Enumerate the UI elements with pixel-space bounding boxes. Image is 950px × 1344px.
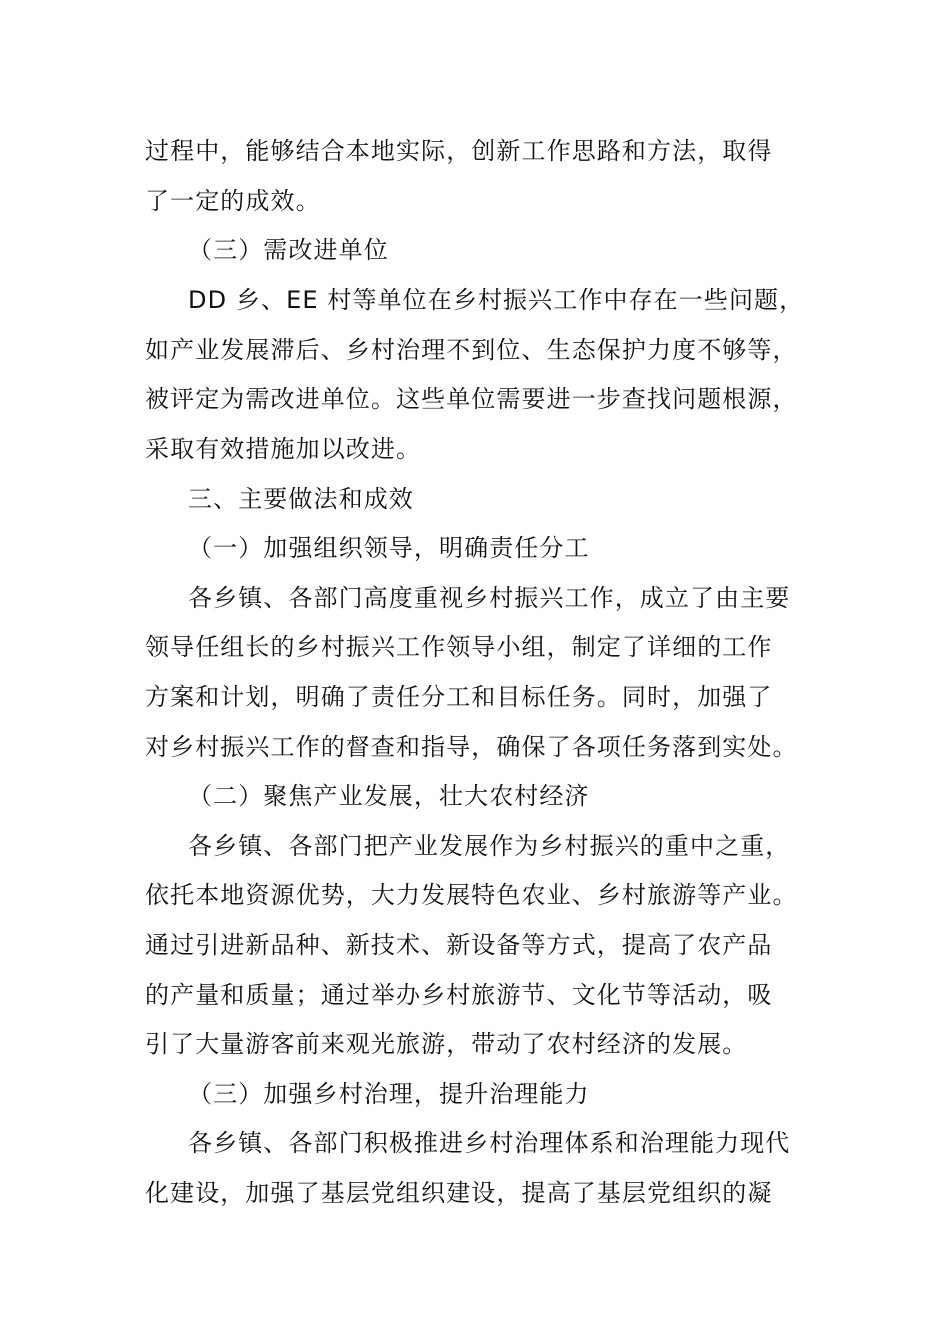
paragraph-line: 采取有效措施加以改进。	[145, 435, 422, 463]
paragraph-line: 化建设，加强了基层党组织建设，提高了基层党组织的凝	[145, 1179, 773, 1207]
paragraph-line: 依托本地资源优势，大力发展特色农业、乡村旅游等产业。	[145, 881, 798, 909]
subsection-heading: （二）聚焦产业发展，壮大农村经济	[188, 782, 590, 810]
paragraph-line: 被评定为需改进单位。这些单位需要进一步查找问题根源，	[145, 385, 798, 413]
paragraph-line: 各乡镇、各部门高度重视乡村振兴工作，成立了由主要	[188, 584, 791, 612]
subsection-heading: （一）加强组织领导，明确责任分工	[188, 534, 590, 562]
paragraph-line: 各乡镇、各部门把产业发展作为乡村振兴的重中之重，	[188, 832, 791, 860]
paragraph-line: 各乡镇、各部门积极推进乡村治理体系和治理能力现代	[188, 1129, 791, 1157]
paragraph-line: 了一定的成效。	[145, 187, 321, 215]
paragraph-line: 的产量和质量；通过举办乡村旅游节、文化节等活动，吸	[145, 981, 773, 1009]
paragraph-line: 引了大量游客前来观光旅游，带动了农村经济的发展。	[145, 1030, 748, 1058]
paragraph-line: 对乡村振兴工作的督查和指导，确保了各项任务落到实处。	[145, 733, 798, 761]
section-heading: 三、主要做法和成效	[188, 485, 414, 513]
paragraph-line: 领导任组长的乡村振兴工作领导小组，制定了详细的工作	[145, 633, 773, 661]
paragraph-line: 通过引进新品种、新技术、新设备等方式，提高了农产品	[145, 931, 773, 959]
subsection-heading: （三）需改进单位	[188, 236, 389, 264]
paragraph-line: 如产业发展滞后、乡村治理不到位、生态保护力度不够等，	[145, 336, 798, 364]
paragraph-line: 方案和计划，明确了责任分工和目标任务。同时，加强了	[145, 683, 773, 711]
subsection-heading: （三）加强乡村治理，提升治理能力	[188, 1080, 590, 1108]
paragraph-line: DD 乡、EE 村等单位在乡村振兴工作中存在一些问题，	[188, 286, 805, 314]
paragraph-line: 过程中，能够结合本地实际，创新工作思路和方法，取得	[145, 137, 773, 165]
